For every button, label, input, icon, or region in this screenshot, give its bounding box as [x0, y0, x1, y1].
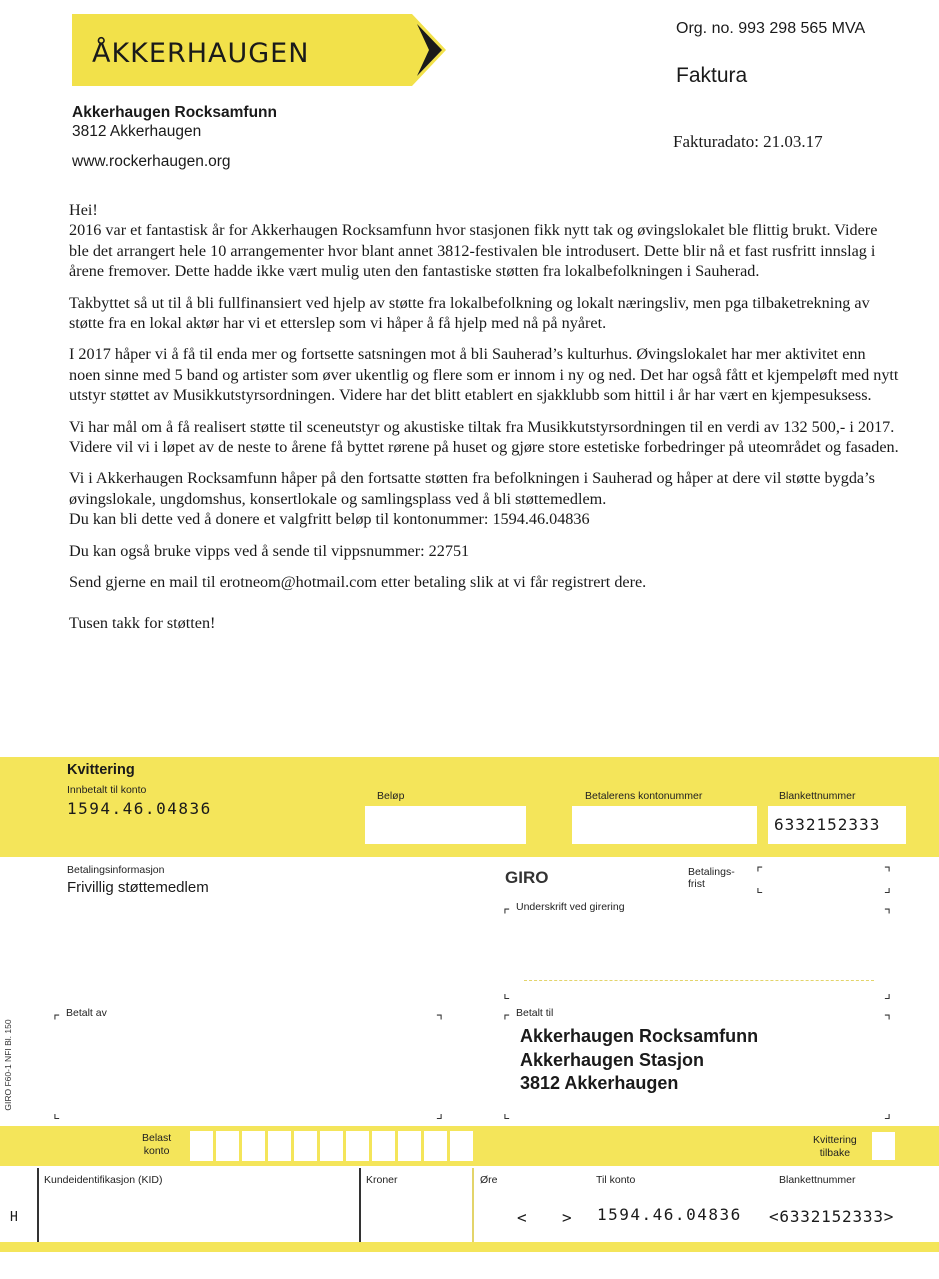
paid-to-account: 1594.46.04836 [67, 799, 212, 818]
ocr-lt: < [517, 1208, 527, 1227]
digit-box[interactable] [268, 1131, 291, 1161]
letter-paragraph-1: 2016 var et fantastisk år for Akkerhaugen Rocksamfunn hvor stasjonen fikk nytt tak og øvingslokalet ble flittig brukt. Videre ble det arrangert hele 10 arrangementer hvor blant annet 3812-festivalen ble introdusert. Dette blir nå et fast rusfritt innslag i årene fremover. Dette hadde ikke vært mulig uten den fantastiske støtten fra lokalbefolkningen i Sauherad. [69, 221, 878, 281]
corner-mark: ⌟ [884, 1104, 892, 1122]
amount-label: Beløp [377, 790, 405, 802]
giro-label: GIRO [505, 868, 549, 887]
corner-mark: ⌞ [503, 1104, 511, 1122]
ocr-h-mark: H [10, 1210, 18, 1225]
sender-name: Akkerhaugen Rocksamfunn [72, 104, 277, 121]
debit-account-label-line1: Belast [142, 1132, 172, 1144]
debit-account-label-line2: konto [143, 1145, 170, 1157]
corner-mark: ⌜ [503, 1012, 511, 1030]
receipt-title: Kvittering [67, 762, 135, 778]
corner-mark: ⌝ [436, 1012, 444, 1030]
form-number-box [768, 806, 906, 844]
payee-city: 3812 Akkerhaugen [520, 1073, 679, 1093]
ore-label: Øre [480, 1174, 498, 1186]
due-date-field[interactable] [756, 863, 896, 898]
signature-field[interactable] [505, 912, 895, 1000]
form-side-code: GIRO F60-1 NFI Bl. 150 [3, 1019, 13, 1111]
divider [472, 1168, 474, 1242]
payee-name: Akkerhaugen Rocksamfunn [520, 1026, 759, 1046]
corner-mark: ⌝ [884, 1012, 892, 1030]
divider [37, 1168, 39, 1242]
letter-greeting: Hei! [69, 201, 98, 219]
letter-vipps-line: Du kan også bruke vipps ved å sende til vippsnummer: 22751 [69, 541, 470, 560]
kroner-label: Kroner [366, 1174, 398, 1186]
invoice-date: Fakturadato: 21.03.17 [673, 132, 823, 151]
document-type: Faktura [676, 64, 748, 87]
payer-account-label: Betalerens kontonummer [585, 790, 703, 802]
org-number: Org. no. 993 298 565 MVA [676, 20, 866, 37]
digit-box[interactable] [398, 1131, 421, 1161]
form-number-label: Blankettnummer [779, 790, 856, 802]
digit-box[interactable] [216, 1131, 239, 1161]
due-date-label [688, 866, 735, 890]
kid-field[interactable] [42, 1190, 354, 1238]
letter-account-line: Du kan bli dette ved å donere et valgfritt beløp til kontonummer: 1594.46.04836 [69, 510, 590, 529]
corner-mark: ⌞ [756, 878, 764, 896]
payment-info: Frivillig støttemedlem [67, 879, 209, 896]
letter-paragraph-4: Vi har mål om å få realisert støtte til sceneutstyr og akustiske tiltak fra Musikkutstyrsordningen til en verdi av 132 500,- i 2017. Videre vil vi i løpet av de neste to årene få byttet rørene på huset og gjøre store estetiske forbedringer på uteområdet og fasaden. [69, 417, 899, 457]
receipt-back-checkbox[interactable] [872, 1132, 895, 1160]
corner-mark: ⌜ [503, 906, 511, 924]
paid-to-account-label: Innbetalt til konto [67, 784, 147, 796]
payee-address [520, 1025, 758, 1096]
corner-mark: ⌜ [53, 1012, 61, 1030]
receipt-back-label-line1: Kvittering [813, 1134, 857, 1146]
debit-account-label [142, 1132, 171, 1158]
paid-by-label: Betalt av [66, 1007, 107, 1019]
corner-mark: ⌜ [756, 864, 764, 882]
letter-email-line: Send gjerne en mail til erotneom@hotmail.com etter betaling slik at vi får registrert dere. [69, 573, 647, 592]
receipt-back-label-line2: tilbake [819, 1147, 851, 1159]
corner-mark: ⌟ [884, 984, 892, 1002]
logo-text: ÅKKERHAUGEN [92, 38, 310, 69]
akkerhaugen-logo [72, 14, 446, 86]
corner-mark: ⌟ [436, 1104, 444, 1122]
digit-box[interactable] [294, 1131, 317, 1161]
letter-closing: Tusen takk for støtten! [69, 613, 216, 632]
due-date-label-line2: frist [688, 878, 705, 890]
paid-by-field[interactable] [55, 1018, 447, 1122]
corner-mark: ⌝ [884, 906, 892, 924]
giro-bottom-strip [0, 1242, 939, 1252]
due-date-label-line1: Betalings- [688, 866, 735, 878]
letter-paragraph-3: I 2017 håper vi å få til enda mer og fortsette satsningen mot å bli Sauherad’s kulturhus. Øvingslokalet har mer aktivitet enn noen sinne med 5 band og artister som øver ukentlig og flere som er innom i ny og ned. Det har også fått et kjempeløft med nytt utstyr støttet av Musikkutstyrsordningen. Videre har det blitt etablert en sjakklubb som hittil i år har vært en kjempesuksess. [69, 345, 899, 405]
debit-account-boxes[interactable] [190, 1131, 490, 1161]
receipt-back-label [813, 1134, 857, 1160]
digit-box[interactable] [424, 1131, 447, 1161]
form-number-label-bottom: Blankettnummer [779, 1174, 856, 1186]
signature-label: Underskrift ved girering [516, 901, 625, 913]
corner-mark: ⌞ [53, 1104, 61, 1122]
payee-address-line: Akkerhaugen Stasjon [520, 1049, 705, 1070]
kroner-field[interactable] [364, 1190, 468, 1238]
digit-box[interactable] [320, 1131, 343, 1161]
digit-box[interactable] [450, 1131, 473, 1161]
kid-label: Kundeidentifikasjon (KID) [44, 1174, 163, 1186]
corner-mark: ⌞ [503, 984, 511, 1002]
amount-field[interactable] [365, 806, 526, 844]
letter-paragraph-5: Vi i Akkerhaugen Rocksamfunn håper på den fortsatte støtten fra befolkningen i Sauherad og håper at dere vil støtte bygda’s øvingslokale, ungdomshus, konsertlokale og samlingsplass ved å bli støttemedlem. [69, 469, 875, 508]
ocr-account: 1594.46.04836 [597, 1205, 742, 1224]
ocr-form-number: <6332152333> [769, 1207, 895, 1226]
ocr-gt: > [562, 1208, 572, 1227]
divider [359, 1168, 361, 1242]
corner-mark: ⌝ [884, 864, 892, 882]
digit-box[interactable] [346, 1131, 369, 1161]
digit-box[interactable] [242, 1131, 265, 1161]
letter-body [69, 200, 899, 644]
digit-box[interactable] [372, 1131, 395, 1161]
letter-paragraph-2: Takbyttet så ut til å bli fullfinansiert ved hjelp av støtte fra lokalbefolkning og lokalt næringsliv, men pga tilbaketrekning av støtte fra en lokal aktør har vi et etterslep som vi håper å få hjelp med nå på nyåret. [69, 293, 870, 333]
corner-mark: ⌟ [884, 878, 892, 896]
payer-account-field[interactable] [572, 806, 757, 844]
form-number: 6332152333 [774, 815, 881, 834]
paid-to-label: Betalt til [516, 1007, 554, 1019]
sender-city: 3812 Akkerhaugen [72, 123, 202, 140]
digit-box[interactable] [190, 1131, 213, 1161]
sender-website: www.rockerhaugen.org [72, 153, 231, 170]
payment-info-label: Betalingsinformasjon [67, 864, 165, 876]
to-account-label: Til konto [596, 1174, 636, 1186]
